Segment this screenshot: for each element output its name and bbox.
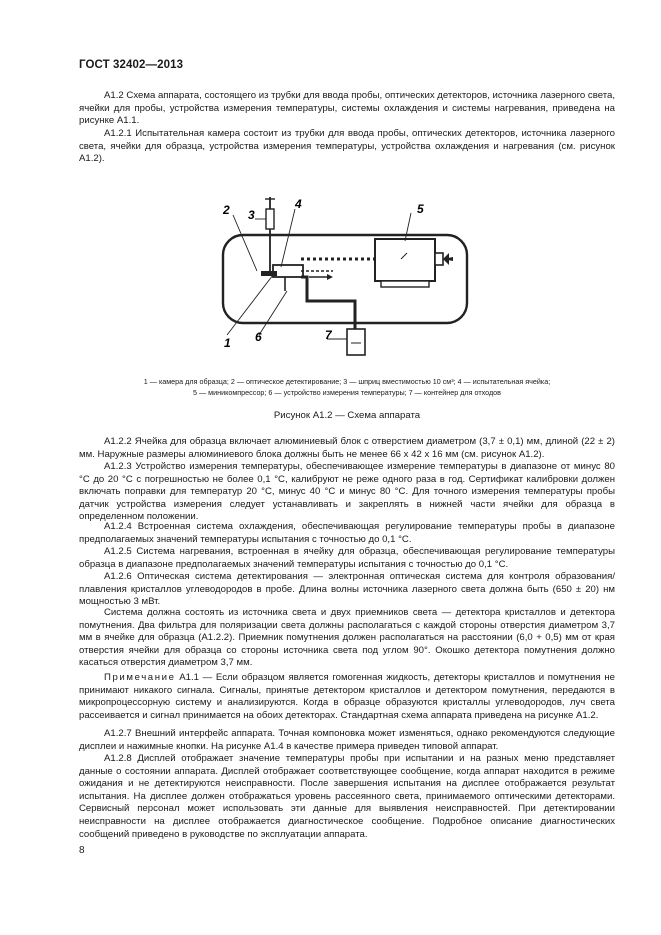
note-a1-1 (79, 672, 615, 722)
paragraph-a1-2-4: А1.2.4 Встроенная система охлаждения, обеспечивающая регулирование температуры пробы в диапазоне предполагаемых значений температуры испытания с точностью до 0,1 °С. (79, 521, 615, 545)
paragraph-a1-2-2: А1.2.2 Ячейка для образца включает алюминиевый блок с отверстием диаметром (3,7 ± 0,1) мм, длиной (22 ± 2) мм. Наружные размеры алюминиевого блока должны быть не менее 66 х 42 х 16 мм (см. рисунок А1.2). (79, 436, 615, 460)
paragraph-a1-2-8: А1.2.8 Дисплей отображает значение температуры пробы при испытании и на разных меню представляет данные о состоянии аппарата. Дисплей отображает соответствующее сообщение, когда аппарат находится в режиме ожидания и не детектируются неисправности. После завершения испытания на дисплее отображается результат испытания. На дисплее должен отображаться уровень рассеянного света, принимаемого оптическими детекторами. Сервисный персонал может использовать эти данные для выявления неисправностей. При детектировании неисправности на дисплее отображается диагностическое сообщение. Подробное описание диагностических сообщений приведено в руководстве по эксплуатации аппарата. (79, 753, 615, 840)
page-number: 8 (79, 845, 85, 856)
paragraph-a1-2-7: А1.2.7 Внешний интерфейс аппарата. Точная компоновка может изменяться, однако рекомендуются следующие дисплеи и нажимные кнопки. На рисунке А1.4 в качестве примера приведен типовой аппарат. (79, 728, 615, 752)
drain-tube (301, 277, 355, 329)
label-4: 4 (295, 197, 302, 211)
figure-legend (79, 376, 615, 398)
document-header: ГОСТ 32402—2013 (79, 59, 184, 71)
label-2: 2 (223, 203, 230, 217)
apparatus-diagram (215, 197, 475, 365)
paragraph-system: Система должна состоять из источника света и двух приемников света — детектора кристаллов и детектора помутнения. Два фильтра для поляризации света должны располагаться с каждой стороны отверстия диаметром 3,7 мм в ячейке для образца (А1.2.2). Приемник помутнения должен располагаться на расстоянии (6,0 + 0,5) мм от края отверстия ячейки для образца со стороны источника света под углом 90°. Окошко детектора помутнения должно касаться отверстия диаметром 3,7 мм. (79, 607, 615, 669)
paragraph-a1-2-6: А1.2.6 Оптическая система детектирования — электронная оптическая система для контроля образования/плавления кристаллов углеводородов в пробе. Длина волны источника лазерного света должна быть (650 ± 20) нм мощностью 3 мВт. (79, 571, 615, 608)
note-text: А1.1 — Если образцом является гомогенная жидкость, детекторы кристаллов и помутнения не принимают никакого сигнала. Сигналы, принятые детектором кристаллов и детектором помутнения, передаются в микропроцессорную систему и анализируются. Когда в образце образуются кристаллы углеводородов, луч света рассеивается и сигнал принимается на обоих детекторах. Стандартная схема аппарата приведена на рисунке А1.2. (79, 672, 615, 721)
syringe-barrel (266, 209, 274, 229)
optical-detector (261, 271, 277, 276)
label-3: 3 (248, 208, 255, 222)
paragraph-a1-2-5: А1.2.5 Система нагревания, встроенная в ячейку для образца, обеспечивающая регулирование температуры образца в диапазоне предполагаемых значений температуры испытания с точностью до 0,1 °С. (79, 546, 615, 570)
label-5: 5 (417, 202, 424, 216)
paragraph-a1-2: А1.2 Схема аппарата, состоящего из трубки для ввода пробы, оптических детекторов, источника лазерного света, ячейки для пробы, устройства измерения температуры, системы охлаждения и системы нагревания, приведена на рисунке А1.1. (79, 90, 615, 127)
label-7: 7 (325, 328, 332, 342)
label-1: 1 (224, 336, 231, 350)
figure-caption: Рисунок А1.2 — Схема аппарата (273, 410, 421, 421)
waste-container (347, 329, 365, 355)
paragraph-a1-2-3: А1.2.3 Устройство измерения температуры, обеспечивающее измерение температуры в диапазоне от минус 80 °С до 20 °С с погрешностью не более 0,1 °С, калибруют не реже одного раза в год. Сертификат калибровки должен включать поправки для температур 20 °С, минус 40 °С и минус 80 °С. Для точного измерения температуры пробы датчик устройства измерения следует устанавливать и закреплять в нижней части ячейки для образца в определенном положении. (79, 461, 615, 523)
legend-line-2: 5 — миникомпрессор; 6 — устройство измерения температуры; 7 — контейнер для отходов (193, 388, 501, 397)
test-cell (273, 265, 303, 277)
legend-line-1: 1 — камера для образца; 2 — оптическое детектирование; 3 — шприц вместимостью 10 см³; 4 — испытательная ячейка; (143, 377, 551, 386)
note-label: Примечание (104, 672, 176, 683)
paragraph-a1-2-1: А1.2.1 Испытательная камера состоит из трубки для ввода пробы, оптических детекторов, источника лазерного света, ячейки для образца, устройства измерения температуры, устройства охлаждения и нагревания (см. рисунок А1.2). (79, 128, 615, 165)
label-6: 6 (255, 330, 262, 344)
mini-compressor (375, 239, 435, 281)
